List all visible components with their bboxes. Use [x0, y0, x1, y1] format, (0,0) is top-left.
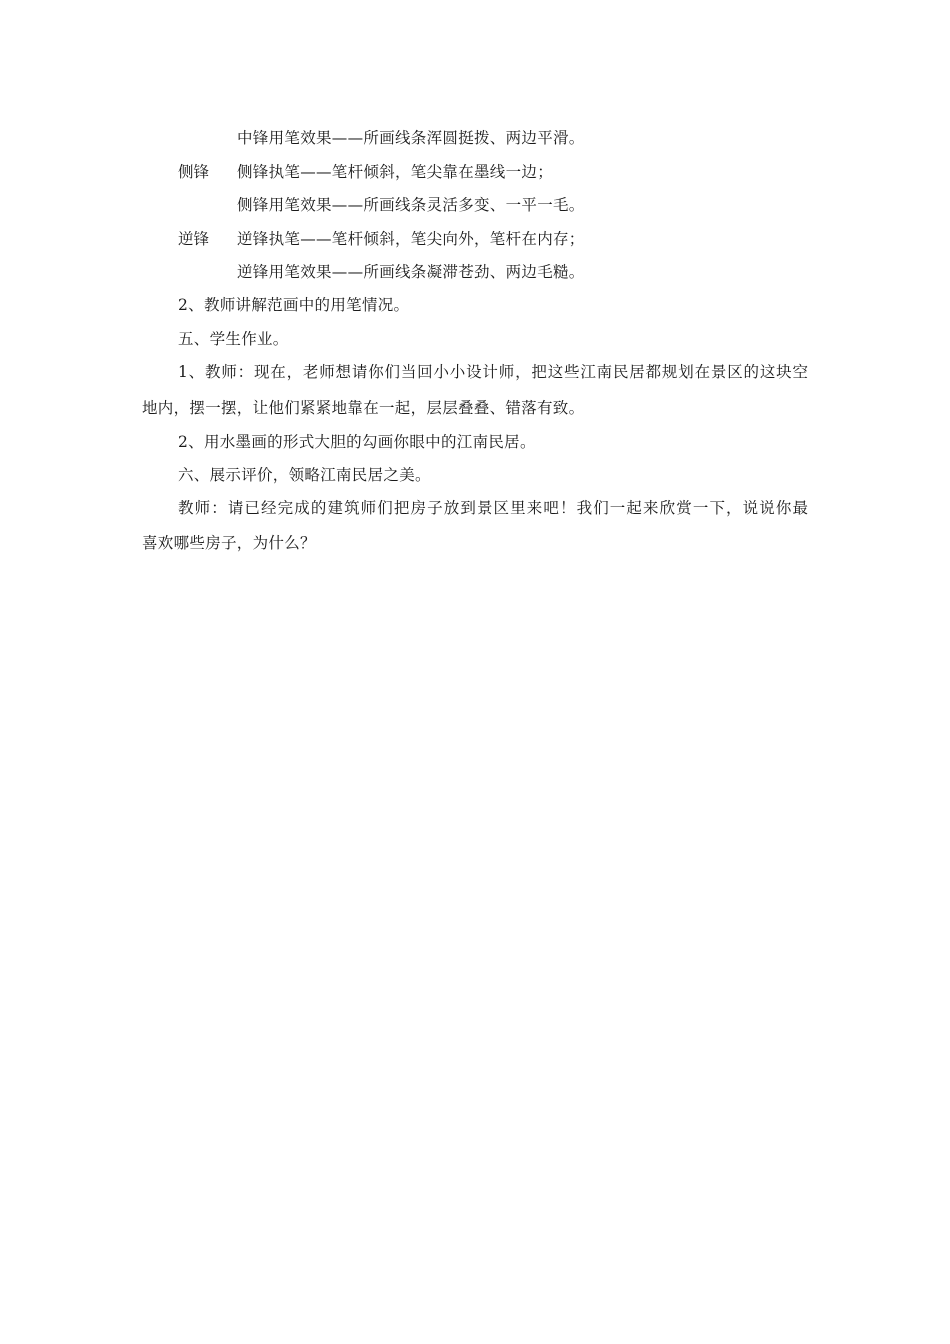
task-one-line-1: 1、教师：现在，老师想请你们当回小小设计师，把这些江南民居都规划在景区的这块空 — [178, 363, 808, 381]
cefeng-effect-line: 侧锋用笔效果——所画线条灵活多变、一平一毛。 — [237, 196, 585, 214]
nifeng-effect-line: 逆锋用笔效果——所画线条凝滞苍劲、两边毛糙。 — [237, 263, 585, 281]
nifeng-label: 逆锋 — [178, 230, 210, 248]
cefeng-grip-line: 侧锋执笔——笔杆倾斜，笔尖靠在墨线一边； — [237, 163, 554, 181]
task-one-line-2: 地内，摆一摆，让他们紧紧地靠在一起，层层叠叠、错落有致。 — [142, 399, 585, 417]
task-two-line: 2、用水墨画的形式大胆的勾画你眼中的江南民居。 — [178, 433, 536, 451]
zhongfeng-effect-line: 中锋用笔效果——所画线条浑圆挺拨、两边平滑。 — [237, 129, 585, 147]
section-six-heading: 六、展示评价，领略江南民居之美。 — [178, 466, 431, 484]
nifeng-grip-line: 逆锋执笔——笔杆倾斜，笔尖向外，笔杆在内存； — [237, 230, 585, 248]
section-five-heading: 五、学生作业。 — [178, 330, 289, 348]
teacher-prompt-line-2: 喜欢哪些房子，为什么？ — [142, 534, 316, 552]
teacher-explain-line: 2、教师讲解范画中的用笔情况。 — [178, 296, 410, 314]
teacher-prompt-line-1: 教师：请已经完成的建筑师们把房子放到景区里来吧！我们一起来欣赏一下，说说你最 — [178, 499, 808, 517]
cefeng-label: 侧锋 — [178, 163, 210, 181]
